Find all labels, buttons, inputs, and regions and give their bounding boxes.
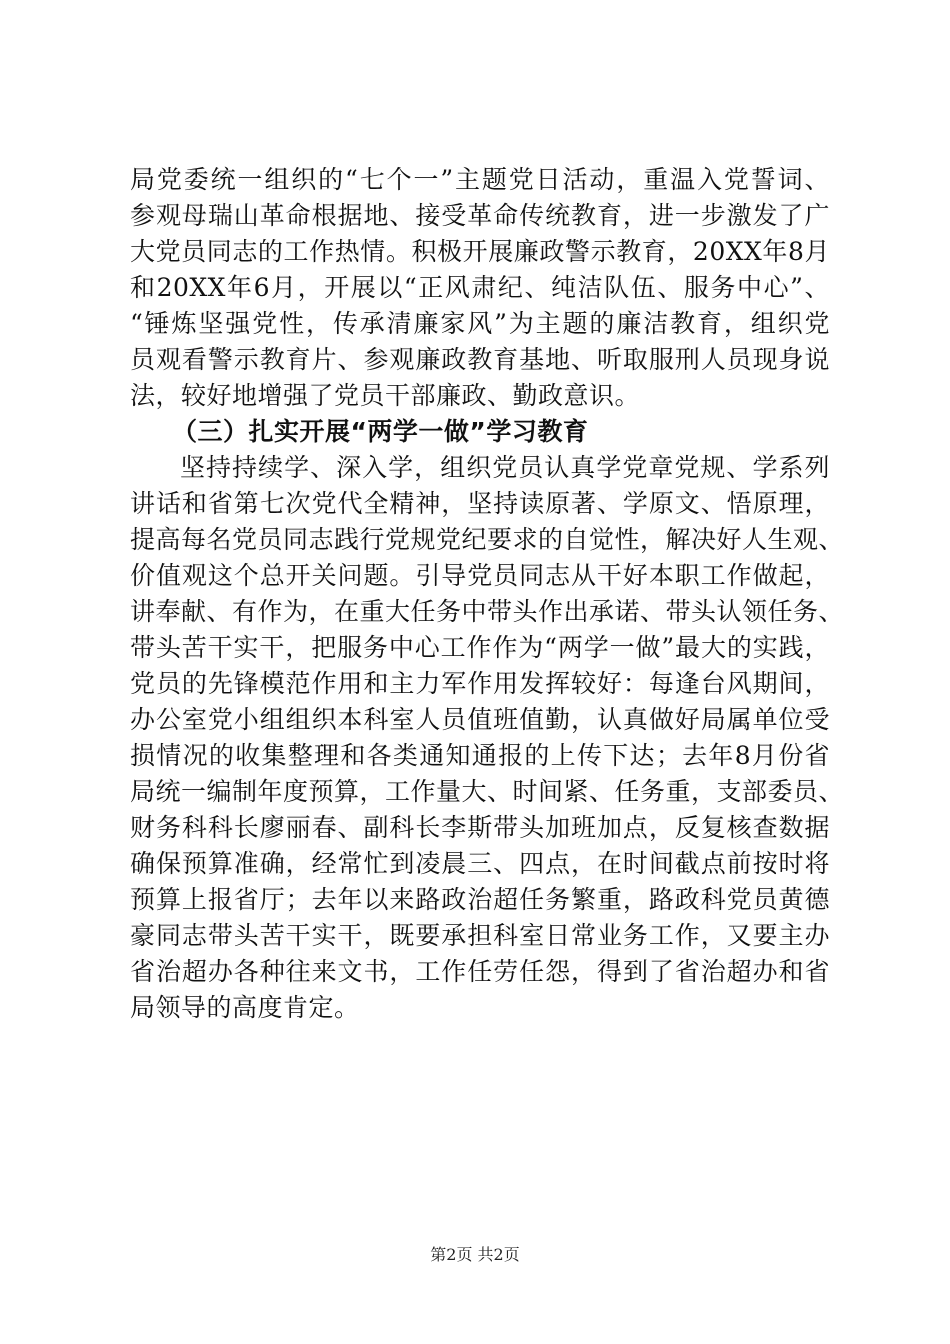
paragraph-line: 参观母瑞山革命根据地、接受革命传统教育，进一步激发了广 (130, 201, 830, 230)
paragraph-line: 党员的先锋模范作用和主力军作用发挥较好：每逢台风期间， (130, 669, 830, 698)
paragraph-line: 财务科科长廖丽春、副科长李斯带头加班加点，反复核查数据 (130, 813, 830, 842)
document-body (130, 162, 845, 1026)
paragraph-line: 讲话和省第七次党代全精神，坚持读原著、学原文、悟原理， (130, 489, 830, 518)
paragraph-line: 预算上报省厅；去年以来路政治超任务繁重，路政科党员黄德 (130, 885, 830, 914)
paragraph-line: 大党员同志的工作热情。积极开展廉政警示教育，20XX年8月 (130, 237, 830, 266)
paragraph-line: 法，较好地增强了党员干部廉政、勤政意识。 (130, 381, 641, 410)
section-heading: （三）扎实开展“两学一做”学习教育 (172, 417, 589, 446)
paragraph-line: 坚持持续学、深入学，组织党员认真学党章党规、学系列 (180, 453, 830, 482)
paragraph-line: 办公室党小组组织本科室人员值班值勤，认真做好局属单位受 (130, 705, 830, 734)
page-number-footer: 第2页 共2页 (430, 1245, 520, 1264)
paragraph-line: 提高每名党员同志践行党规党纪要求的自觉性，解决好人生观、 (130, 525, 845, 554)
paragraph-line: 局党委统一组织的“七个一”主题党日活动，重温入党誓词、 (130, 165, 830, 194)
paragraph-line: 价值观这个总开关问题。引导党员同志从干好本职工作做起， (130, 561, 830, 590)
paragraph-line: 讲奉献、有作为，在重大任务中带头作出承诺、带头认领任务、 (130, 597, 845, 626)
paragraph-line: 损情况的收集整理和各类通知通报的上传下达；去年8月份省 (130, 741, 830, 770)
paragraph-line: “锤炼坚强党性，传承清廉家风”为主题的廉洁教育，组织党 (130, 309, 830, 338)
paragraph-line: 员观看警示教育片、参观廉政教育基地、听取服刑人员现身说 (130, 345, 830, 374)
paragraph-line: 带头苦干实干，把服务中心工作作为“两学一做”最大的实践， (130, 633, 830, 662)
paragraph-line: 省治超办各种往来文书，工作任劳任怨，得到了省治超办和省 (130, 957, 830, 986)
paragraph-line: 确保预算准确，经常忙到凌晨三、四点，在时间截点前按时将 (130, 849, 830, 878)
paragraph-line: 局领导的高度肯定。 (130, 993, 360, 1022)
paragraph-line: 和20XX年6月，开展以“正风肃纪、纯洁队伍、服务中心”、 (130, 273, 830, 302)
paragraph-line: 豪同志带头苦干实干，既要承担科室日常业务工作，又要主办 (130, 921, 830, 950)
paragraph-line: 局统一编制年度预算，工作量大、时间紧、任务重，支部委员、 (130, 777, 845, 806)
